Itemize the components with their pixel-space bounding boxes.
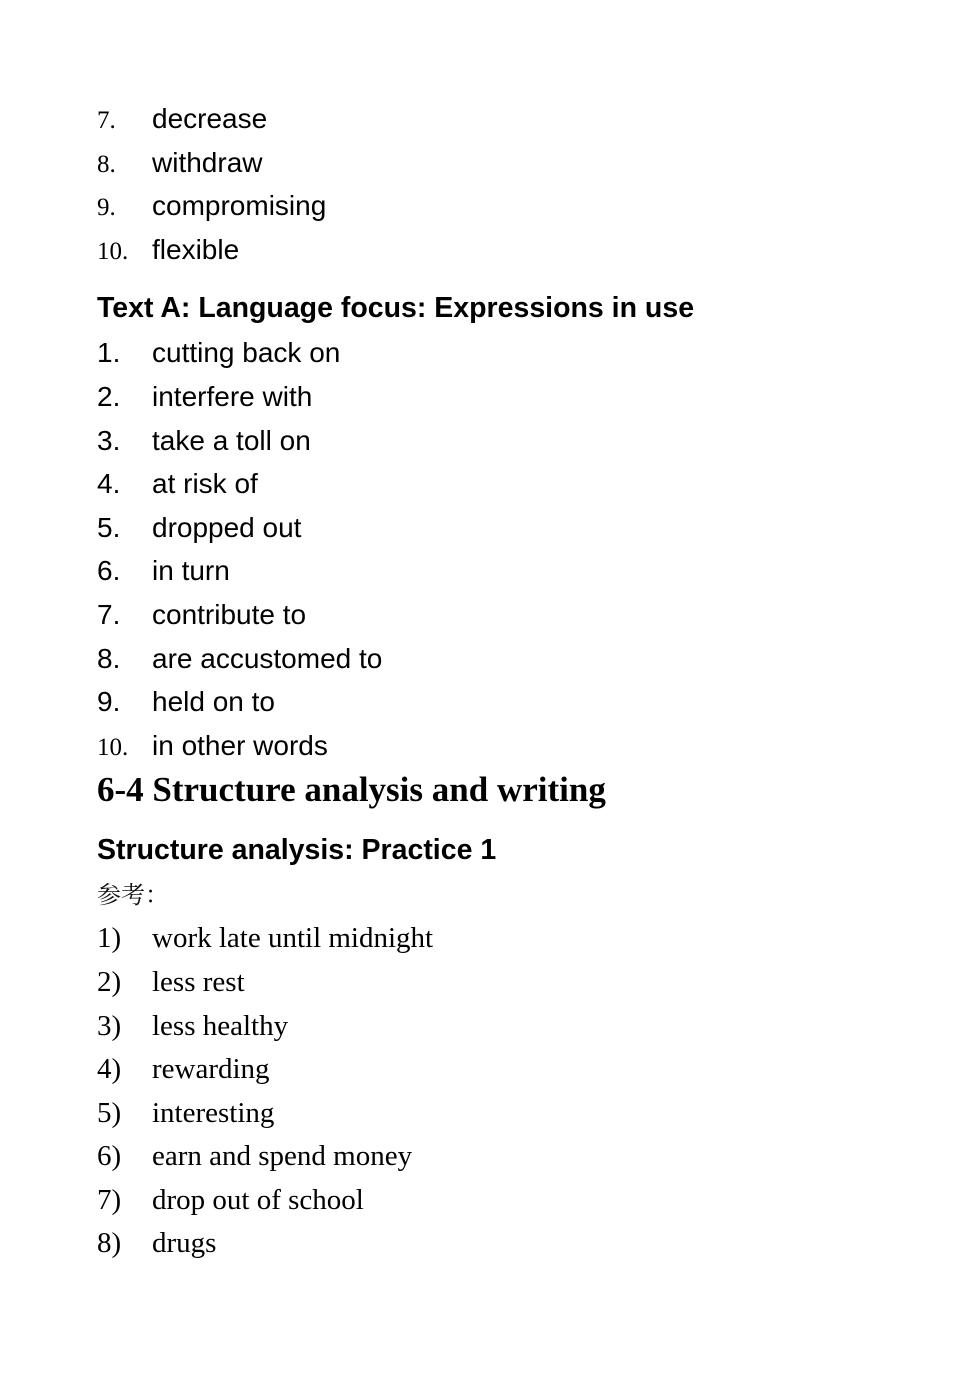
list-item (97, 593, 937, 637)
item-number: 8. (97, 150, 116, 178)
item-text: interfere with (152, 380, 313, 412)
item-text: held on to (152, 686, 275, 718)
item-number: 3. (97, 424, 121, 456)
practice-subheading: Structure analysis: Practice 1 (97, 834, 497, 867)
item-number: 8. (97, 642, 121, 674)
item-number: 10. (97, 733, 129, 761)
item-number: 1. (97, 337, 121, 369)
list-item (97, 228, 937, 272)
list-item (97, 917, 937, 961)
item-text: cutting back on (152, 337, 341, 369)
item-number: 6) (97, 1140, 122, 1173)
list-item (97, 680, 937, 724)
item-number: 7. (97, 598, 121, 630)
item-text: interesting (152, 1096, 275, 1129)
list-item (97, 1222, 937, 1266)
list-item (97, 331, 937, 375)
list-item (97, 1135, 937, 1179)
item-number: 9. (97, 686, 121, 718)
list-item (97, 1048, 937, 1092)
list-item (97, 637, 937, 681)
item-number: 4. (97, 468, 121, 500)
list-item (97, 1005, 937, 1049)
list-item (97, 1092, 937, 1136)
item-text: dropped out (152, 511, 302, 543)
list-item (97, 97, 937, 141)
list-item (97, 419, 937, 463)
list-item (97, 961, 937, 1005)
item-text: are accustomed to (152, 642, 383, 674)
item-number: 2. (97, 380, 121, 412)
item-number: 3) (97, 1009, 122, 1042)
item-text: less healthy (152, 1009, 289, 1042)
item-number: 9. (97, 194, 116, 222)
item-text: less rest (152, 965, 245, 998)
list-item (97, 141, 937, 185)
reference-note: 参考： (97, 881, 169, 910)
item-text: earn and spend money (152, 1140, 413, 1173)
item-number: 8) (97, 1227, 122, 1260)
item-number: 6. (97, 555, 121, 587)
item-text: drugs (152, 1227, 217, 1260)
item-number: 2) (97, 965, 122, 998)
item-text: drop out of school (152, 1183, 364, 1216)
vocabulary-list (97, 97, 937, 271)
item-number: 1) (97, 922, 122, 955)
item-text: decrease (152, 103, 268, 134)
list-item (97, 462, 937, 506)
list-item (97, 375, 937, 419)
item-text: rewarding (152, 1053, 270, 1086)
item-number: 5. (97, 511, 121, 543)
structure-list (97, 917, 937, 1266)
expressions-list (97, 331, 937, 767)
item-number: 4) (97, 1053, 122, 1086)
item-number: 7) (97, 1183, 122, 1216)
list-item (97, 1179, 937, 1223)
list-item (97, 506, 937, 550)
item-text: compromising (152, 190, 327, 222)
item-number: 5) (97, 1096, 122, 1129)
item-text: take a toll on (152, 424, 311, 456)
item-number: 10. (97, 237, 129, 265)
item-text: flexible (152, 233, 240, 265)
list-item (97, 184, 937, 228)
section-title: 6-4 Structure analysis and writing (97, 770, 606, 810)
item-text: withdraw (152, 146, 263, 178)
item-text: contribute to (152, 598, 307, 630)
item-text: at risk of (152, 468, 258, 500)
item-text: in turn (152, 555, 230, 587)
document-page (97, 97, 937, 1266)
item-text: work late until midnight (152, 922, 434, 955)
list-item (97, 724, 937, 768)
list-item (97, 549, 937, 593)
expressions-heading: Text A: Language focus: Expressions in use (97, 292, 695, 325)
item-number: 7. (97, 107, 116, 134)
item-text: in other words (152, 729, 328, 761)
